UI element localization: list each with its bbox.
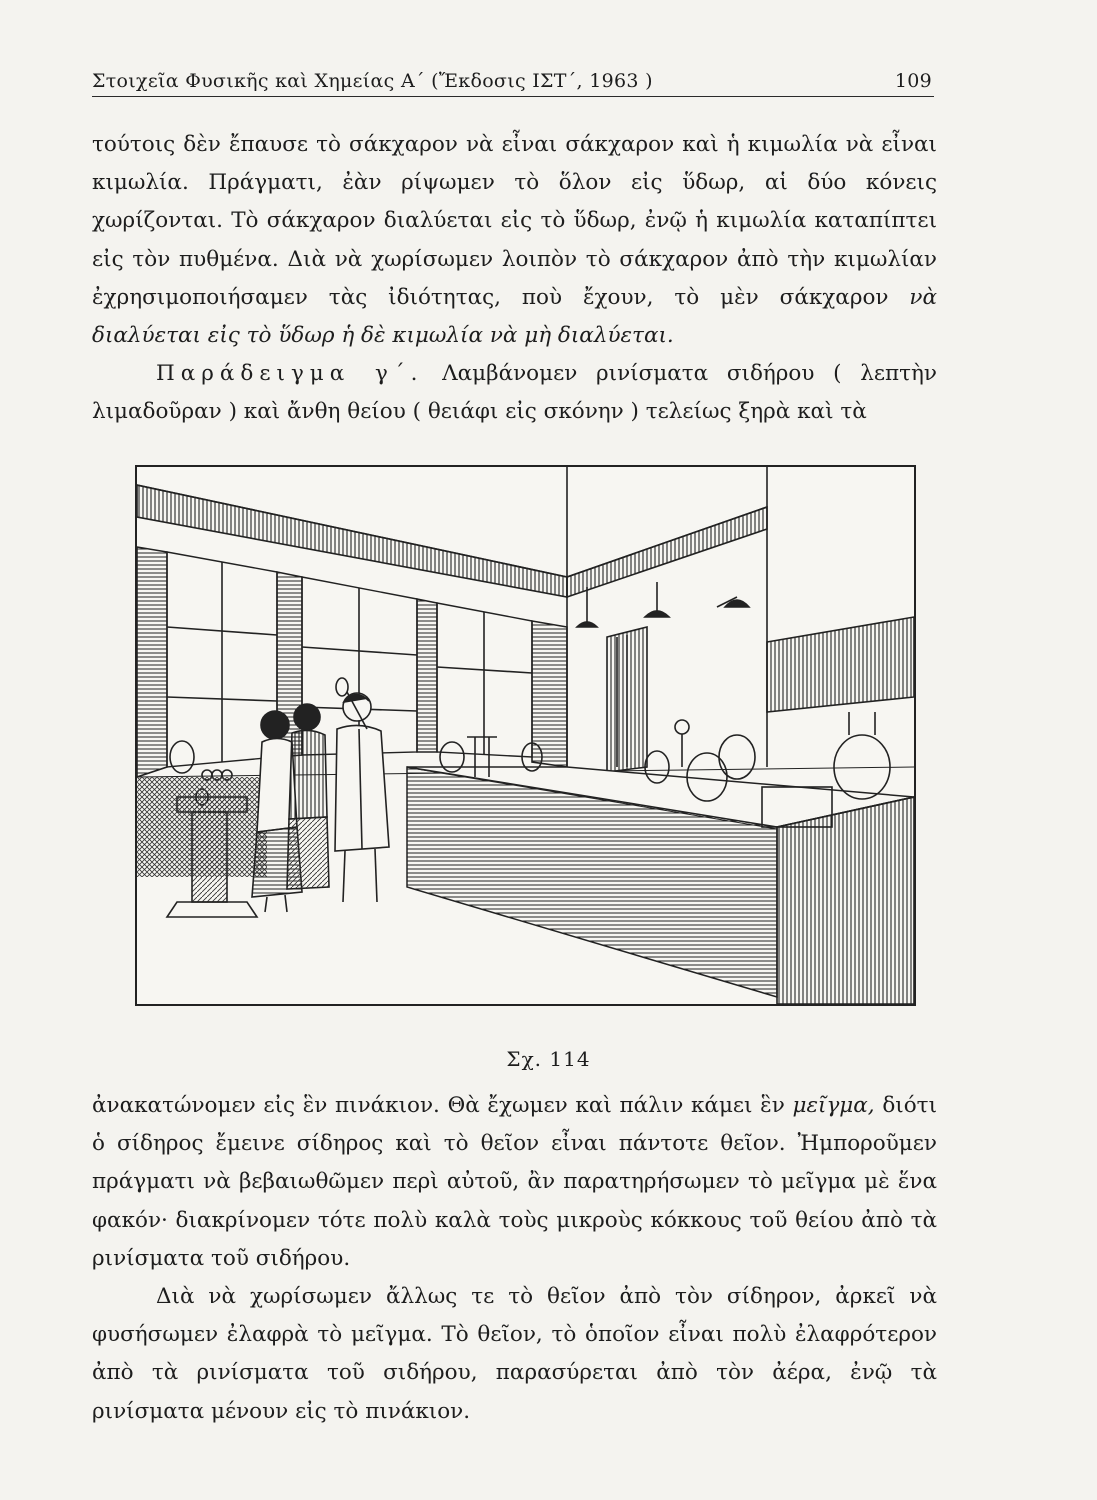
paragraph-sugar-chalk-italic: νὰ διαλύεται εἰς τὸ ὕδωρ ἡ δὲ κιμωλία νὰ μὴ διαλύεται. <box>92 284 938 349</box>
term-mixture: μεῖγμα, <box>792 1093 875 1118</box>
figure-caption: Σχ. 114 <box>506 1047 591 1071</box>
paragraph-mixture-start: ἀνακατώνομεν εἰς ἓν πινάκιον. Θὰ ἔχωμεν καὶ πάλιν κάμει ἓν <box>92 1093 785 1118</box>
upper-text-block <box>92 126 937 432</box>
example-gamma-paragraph <box>92 355 937 431</box>
paragraph-sugar-chalk <box>92 126 937 355</box>
laboratory-illustration <box>135 465 916 1006</box>
paragraph-separation: Διὰ νὰ χωρίσωμεν ἄλλως τε τὸ θεῖον ἀπὸ τὸν σίδηρον, ἀρκεῖ νὰ φυσήσωμεν ἐλαφρὰ τὸ μεῖγμα. Τὸ θεῖον, τὸ ὁποῖον εἶναι πολὺ ἐλαφρότερον ἀπὸ τὰ ρινίσματα τοῦ σιδήρου, παρασύρεται ἀπὸ τὸν ἀέρα, ἐνῷ τὰ ρινίσματα μένουν εἰς τὸ πινάκιον. <box>92 1284 937 1424</box>
example-label: Παράδειγμα γ΄. <box>156 361 424 387</box>
header-rule <box>92 96 934 97</box>
book-title: Στοιχεῖα Φυσικῆς καὶ Χημείας Α΄ (Ἔκδοσις ΙΣΤ΄, 1963 ) <box>92 70 653 92</box>
paragraph-sugar-chalk-text: τούτοις δὲν ἔπαυσε τὸ σάκχαρον νὰ εἶναι σάκχαρον καὶ ἡ κιμωλία νὰ εἶναι κιμωλία. Πράγματι, ἐὰν ρίψωμεν τὸ ὅλον εἰς ὕδωρ, αἱ δύο κόνεις χωρίζονται. Τὸ σάκχαρον διαλύεται εἰς τὸ ὕδωρ, ἐνῷ ἡ κιμωλία καταπίπτει εἰς τὸν πυθμένα. Διὰ νὰ χωρίσωμεν λοιπὸν τὸ σάκχαρον ἀπὸ τὴν κιμωλίαν ἐχρησιμοποιήσαμεν τὰς ἰδιότητας, ποὺ ἔχουν, τὸ μὲν σάκχαρον <box>92 132 937 310</box>
paragraph-mixture <box>92 1087 937 1278</box>
paragraph-mixture-rest: διότι ὁ σίδηρος ἔμεινε σίδηρος καὶ τὸ θεῖον εἶναι πάντοτε θεῖον. Ἠμποροῦμεν πράγματι νὰ βεβαιωθῶμεν περὶ αὐτοῦ, ἂν παρατηρήσωμεν τὸ μεῖγμα μὲ ἕνα φακόν· διακρίνομεν τότε πολὺ καλὰ τοὺς μικροὺς κόκκους τοῦ θείου ἀπὸ τὰ ρινίσματα τοῦ σιδήρου. <box>92 1093 938 1271</box>
running-header <box>92 58 932 92</box>
example-text: Λαμβάνομεν ρινίσματα σιδήρου ( λεπτὴν λιμαδοῦραν ) καὶ ἄνθη θείου ( θειάφι εἰς σκόνην ) τελείως ξηρὰ καὶ τὰ <box>92 361 937 425</box>
lower-text-block <box>92 1087 937 1431</box>
page-number: 109 <box>894 70 932 92</box>
